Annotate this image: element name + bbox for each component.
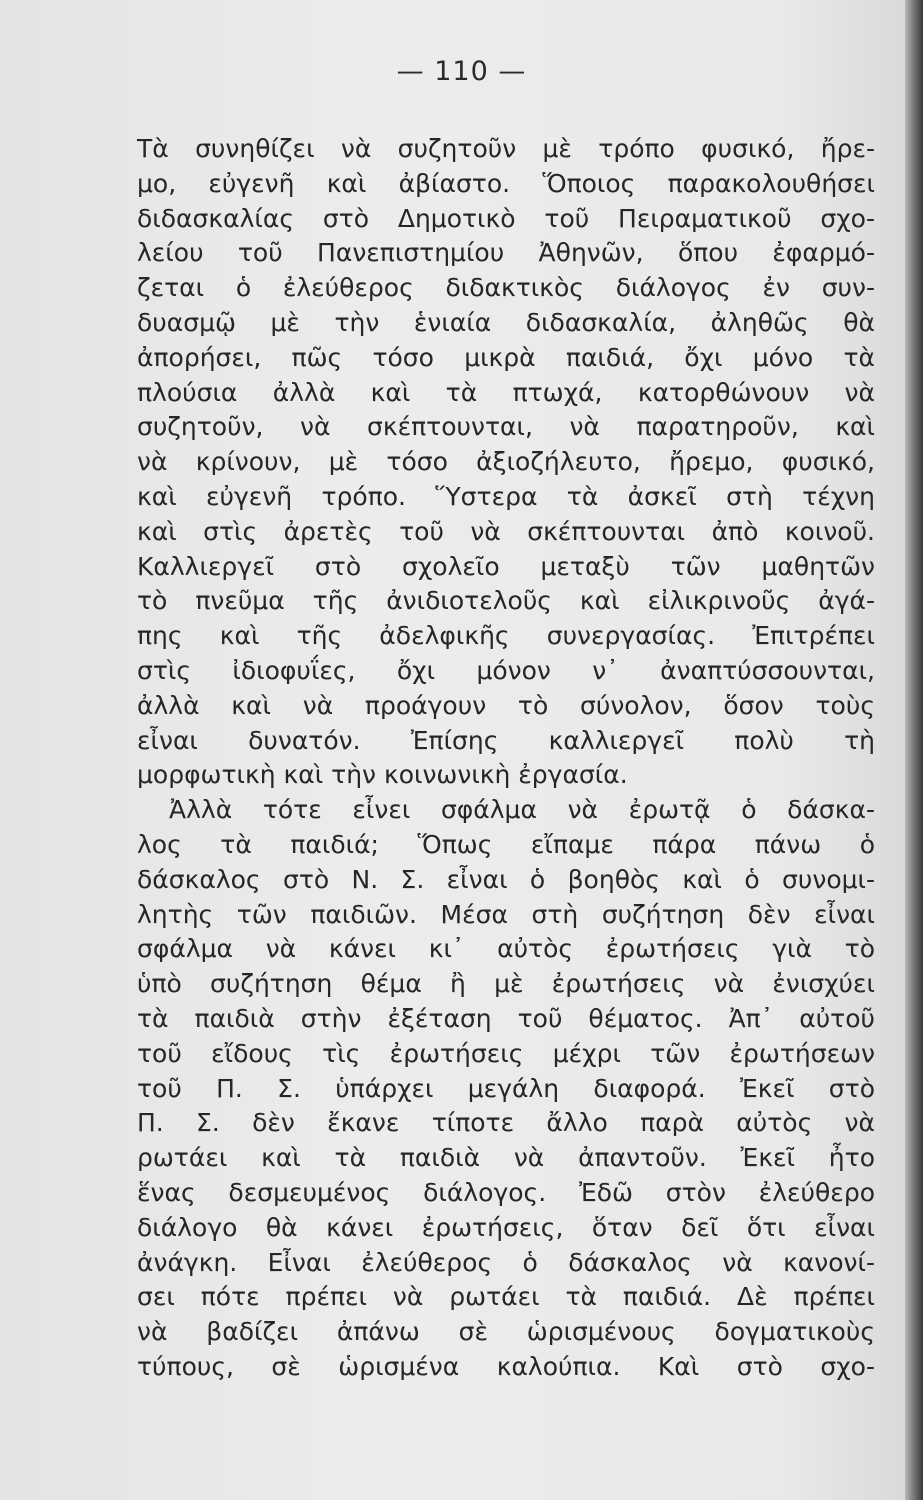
text-line: νὰ κρίνουν, μὲ τόσο ἀξιοζήλευτο, ἤρεμο, φυσικό, [137,447,875,477]
paragraph-start-line: Ἀλλὰ τότε εἶνει σφάλμα νὰ ἐρωτᾷ ὁ δάσκα- [169,795,875,825]
text-line: στὶς ἰδιοφυΐες, ὄχι μόνον ν᾽ ἀναπτύσσουνται, [137,655,875,685]
text-line: Π. Σ. δὲν ἔκανε τίποτε ἄλλο παρὰ αὐτὸς νὰ [137,1108,875,1138]
text-line: καὶ εὐγενῆ τρόπο. Ὕστερα τὰ ἀσκεῖ στὴ τέχνη [137,481,875,511]
text-line: καὶ στὶς ἀρετὲς τοῦ νὰ σκέπτουνται ἀπὸ κοινοῦ. [137,516,875,546]
text-line: τύπους, σὲ ὡρισμένα καλούπια. Καὶ στὸ σχο- [137,1351,875,1381]
text-line: ὑπὸ συζήτηση θέμα ἢ μὲ ἐρωτήσεις νὰ ἐνισχύει [137,969,875,999]
text-line: τοῦ Π. Σ. ὑπάρχει μεγάλη διαφορά. Ἐκεῖ στὸ [137,1073,875,1103]
text-line: ἀπορήσει, πῶς τόσο μικρὰ παιδιά, ὄχι μόνο τὰ [137,342,875,372]
text-line: λος τὰ παιδιά; Ὅπως εἴπαμε πάρα πάνω ὁ [137,829,875,859]
text-line: διδασκαλίας στὸ Δημοτικὸ τοῦ Πειραματικοῦ σχο- [137,203,875,233]
paragraph-end-line: μορφωτικὴ καὶ τὴν κοινωνικὴ ἐργασία. [137,760,628,790]
text-line: διάλογο θὰ κάνει ἐρωτήσεις, ὅταν δεῖ ὅτι εἶναι [137,1212,875,1242]
text-line: πης καὶ τῆς ἀδελφικῆς συνεργασίας. Ἐπιτρέπει [137,621,875,651]
text-line: ἀνάγκη. Εἶναι ἐλεύθερος ὁ δάσκαλος νὰ κανονί- [137,1247,875,1277]
body-text [137,132,875,1385]
text-line: συζητοῦν, νὰ σκέπτουνται, νὰ παρατηροῦν, καὶ [137,412,875,442]
text-line: δάσκαλος στὸ Ν. Σ. εἶναι ὁ βοηθὸς καὶ ὁ συνομι- [137,864,875,894]
text-line: σφάλμα νὰ κάνει κι᾽ αὐτὸς ἐρωτήσεις γιὰ τὸ [137,934,875,964]
text-line: δυασμῷ μὲ τὴν ἑνιαία διδασκαλία, ἀληθῶς θὰ [137,307,875,337]
page-edge-shadow [905,0,923,1500]
text-line: τὸ πνεῦμα τῆς ἀνιδιοτελοῦς καὶ εἰλικρινοῦς ἀγά- [137,586,875,616]
text-line: τοῦ εἴδους τὶς ἐρωτήσεις μέχρι τῶν ἐρωτήσεων [137,1038,875,1068]
text-line: εἶναι δυνατόν. Ἐπίσης καλλιεργεῖ πολὺ τὴ [137,725,875,755]
text-line: λητὴς τῶν παιδιῶν. Μέσα στὴ συζήτηση δὲν εἶναι [137,899,875,929]
text-line: λείου τοῦ Πανεπιστημίου Ἀθηνῶν, ὅπου ἐφαρμό- [137,238,875,268]
text-line: τὰ παιδιὰ στὴν ἐξέταση τοῦ θέματος. Ἀπ᾽ αὐτοῦ [137,1003,875,1033]
text-line: σει πότε πρέπει νὰ ρωτάει τὰ παιδιά. Δὲ πρέπει [137,1282,875,1312]
text-line: ἕνας δεσμευμένος διάλογος. Ἐδῶ στὸν ἐλεύθερο [137,1177,875,1207]
text-line: Καλλιεργεῖ στὸ σχολεῖο μεταξὺ τῶν μαθητῶν [137,551,875,581]
text-line: πλούσια ἀλλὰ καὶ τὰ πτωχά, κατορθώνουν νὰ [137,377,875,407]
text-line: ἀλλὰ καὶ νὰ προάγουν τὸ σύνολον, ὅσον τοὺς [137,690,875,720]
text-line: Τὰ συνηθίζει νὰ συζητοῦν μὲ τρόπο φυσικό, ἤρε- [137,134,875,163]
text-line: μο, εὐγενῆ καὶ ἀβίαστο. Ὅποιος παρακολουθήσει [137,168,875,198]
text-line: νὰ βαδίζει ἀπάνω σὲ ὡρισμένους δογματικοὺς [137,1317,875,1347]
text-line: ζεται ὁ ἐλεύθερος διδακτικὸς διάλογος ἐν συν- [137,273,875,303]
page-number: — 110 — [396,56,527,87]
text-line: ρωτάει καὶ τὰ παιδιὰ νὰ ἀπαντοῦν. Ἐκεῖ ἦτο [137,1143,875,1173]
